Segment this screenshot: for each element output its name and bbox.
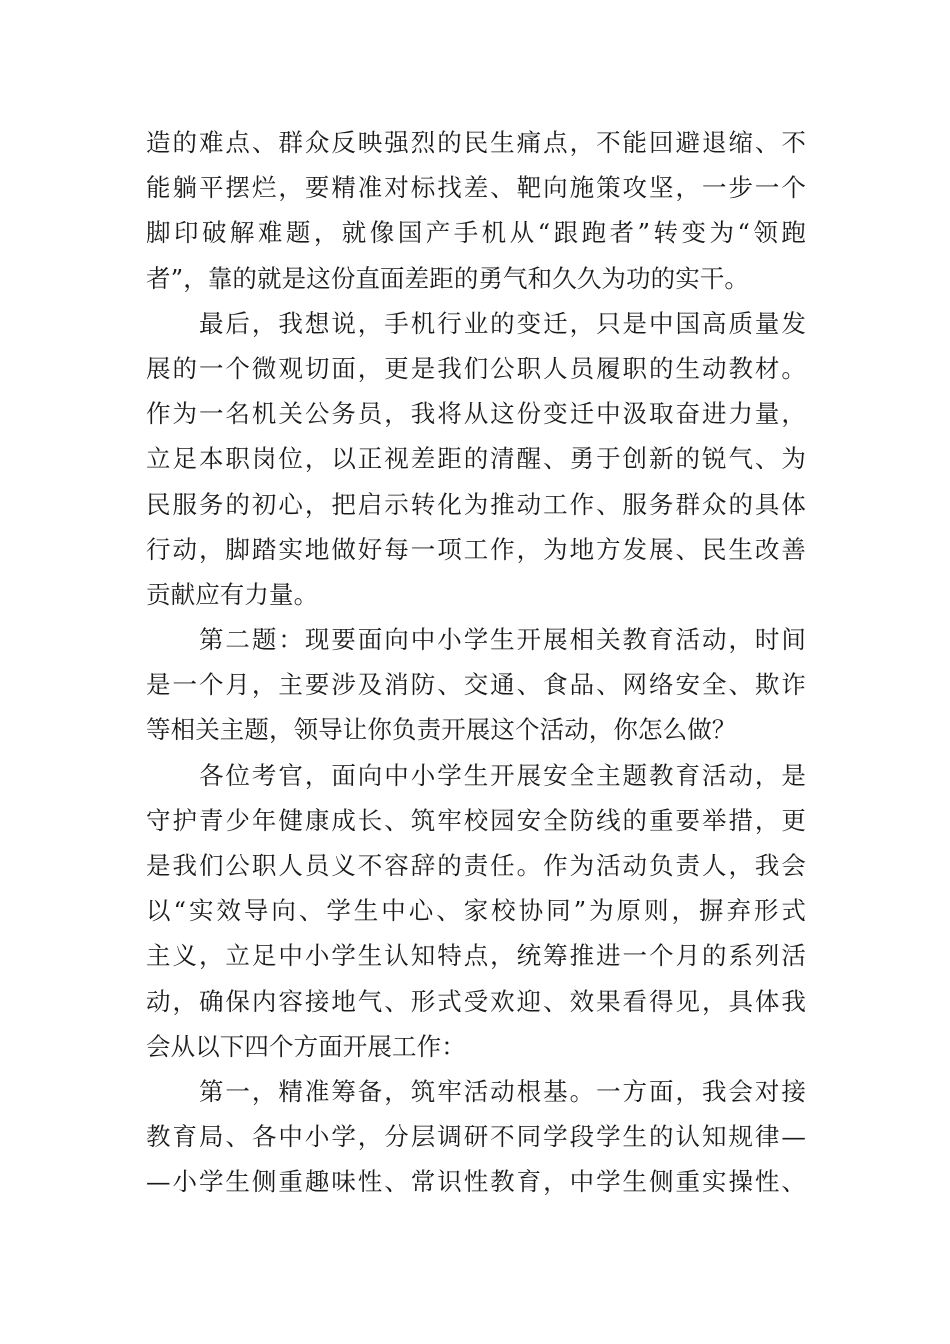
text-line: 者”，靠的就是这份直面差距的勇气和久久为功的实干。	[146, 263, 750, 293]
text-line: 贡献应有力量。	[146, 579, 319, 609]
text-line: 造的难点、群众反映强烈的民生痛点，不能回避退缩、不	[146, 128, 806, 157]
text-line: 各位考官，面向中小学生开展安全主题教育活动，是	[146, 760, 806, 790]
text-line: 动，确保内容接地气、形式受欢迎、效果看得见，具体我	[146, 986, 806, 1016]
document-body-text	[146, 120, 806, 1205]
text-line: 主义，立足中小学生认知特点，统筹推进一个月的系列活	[146, 941, 806, 971]
text-line: 作为一名机关公务员，我将从这份变迁中汲取奋进力量，	[146, 399, 806, 429]
text-line: 会从以下四个方面开展工作：	[146, 1031, 466, 1061]
text-line: 教育局、各中小学，分层调研不同学段学生的认知规律—	[146, 1122, 806, 1152]
text-line: 以“实效导向、学生中心、家校协同”为原则，摒弃形式	[146, 896, 806, 926]
text-line: 最后，我想说，手机行业的变迁，只是中国高质量发	[146, 308, 806, 338]
text-line: 展的一个微观切面，更是我们公职人员履职的生动教材。	[146, 353, 806, 383]
text-line: 等相关主题，领导让你负责开展这个活动，你怎么做？	[146, 715, 737, 745]
text-line: 脚印破解难题，就像国产手机从“跟跑者”转变为“领跑	[146, 218, 806, 248]
text-line: 守护青少年健康成长、筑牢校园安全防线的重要举措，更	[146, 805, 806, 835]
text-line: 第二题：现要面向中小学生开展相关教育活动，时间	[146, 625, 806, 655]
text-line: 民服务的初心，把启示转化为推动工作、服务群众的具体	[146, 489, 806, 519]
text-line: 是我们公职人员义不容辞的责任。作为活动负责人，我会	[146, 851, 806, 880]
text-line: 立足本职岗位，以正视差距的清醒、勇于创新的锐气、为	[146, 444, 806, 474]
text-line: 行动，脚踏实地做好每一项工作，为地方发展、民生改善	[146, 534, 806, 564]
text-line: 是一个月，主要涉及消防、交通、食品、网络安全、欺诈	[146, 670, 806, 700]
text-line: 第一，精准筹备，筑牢活动根基。一方面，我会对接	[146, 1076, 806, 1106]
text-line: 能躺平摆烂，要精准对标找差、靶向施策攻坚，一步一个	[146, 173, 806, 203]
text-line: —小学生侧重趣味性、常识性教育，中学生侧重实操性、	[146, 1167, 806, 1197]
